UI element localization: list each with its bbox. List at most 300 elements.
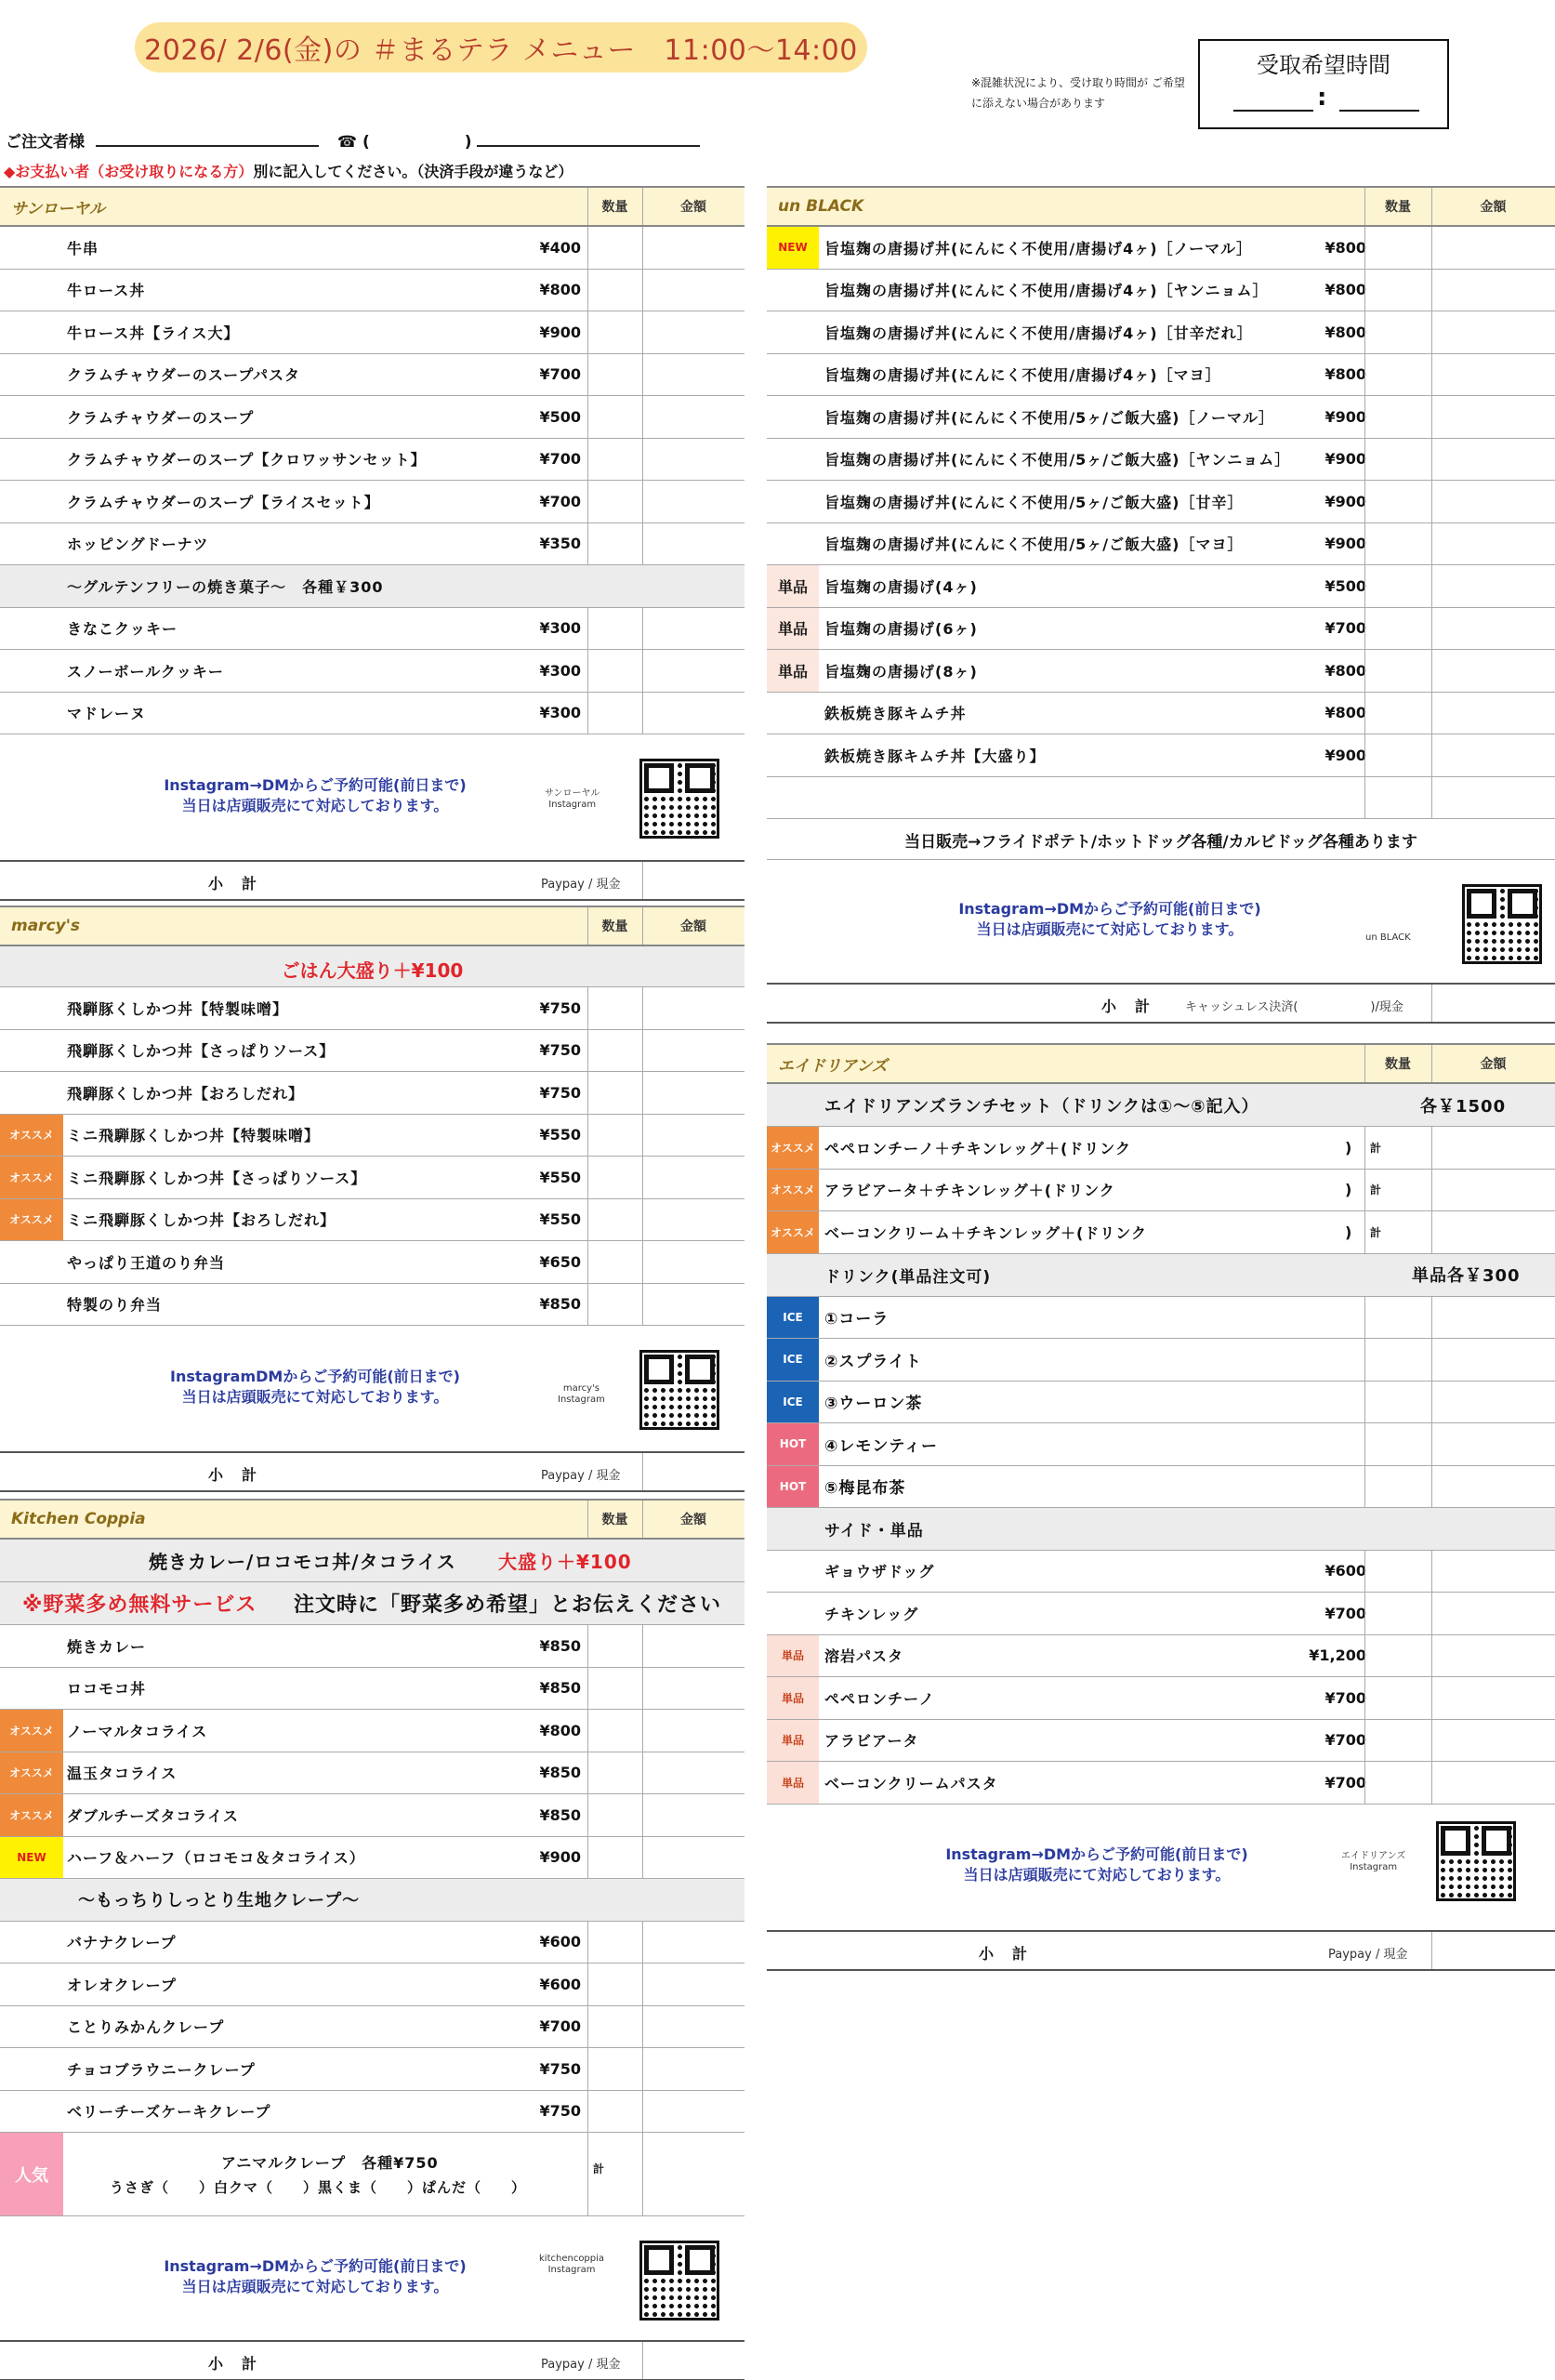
single-badge: 単品 bbox=[767, 608, 819, 650]
total-label: 計 bbox=[1370, 1225, 1382, 1239]
item-price: ¥500 bbox=[1324, 576, 1366, 595]
item-name: ①コーラ bbox=[824, 1310, 890, 1329]
amount-cell[interactable] bbox=[1431, 650, 1555, 692]
menu-row bbox=[767, 523, 1555, 566]
qty-cell[interactable] bbox=[1364, 1423, 1431, 1465]
rice-upgrade-text: ごはん大盛り＋¥100 bbox=[281, 959, 464, 982]
qty-cell[interactable] bbox=[1364, 1762, 1431, 1804]
subtotal-amount-cell[interactable] bbox=[642, 2342, 745, 2379]
item-name: ⑤梅昆布茶 bbox=[824, 1479, 906, 1499]
item-name: 旨塩麹の唐揚げ丼(にんにく不使用/唐揚げ4ヶ)［甘辛だれ］ bbox=[824, 324, 1253, 342]
item-price: ¥850 bbox=[539, 1295, 581, 1314]
item-name: 牛ロース丼 bbox=[67, 282, 146, 300]
qr-caption: kitchencoppia Instagram bbox=[539, 2254, 605, 2275]
menu-row bbox=[767, 1211, 1555, 1254]
qty-cell[interactable] bbox=[1364, 734, 1431, 776]
phone-field[interactable] bbox=[477, 145, 700, 147]
qty-cell[interactable] bbox=[587, 1922, 642, 1964]
reserve-line2: 当日は店頭販売にて対応しております。 bbox=[976, 919, 1244, 938]
menu-row bbox=[767, 1593, 1555, 1635]
amount-cell[interactable] bbox=[642, 1710, 745, 1752]
payment-method: Paypay / 現金 bbox=[541, 2358, 621, 2372]
qty-cell[interactable] bbox=[587, 1157, 642, 1198]
recommend-badge: オススメ bbox=[767, 1211, 819, 1253]
item-name: アラビアータ bbox=[824, 1732, 919, 1751]
qty-cell[interactable] bbox=[1364, 1593, 1431, 1634]
item-price: ¥500 bbox=[539, 407, 581, 426]
qr-code-icon[interactable] bbox=[1436, 1821, 1516, 1901]
item-name: ミニ飛騨豚くしかつ丼【おろしだれ】 bbox=[67, 1211, 336, 1230]
qty-cell[interactable] bbox=[587, 1030, 642, 1072]
qty-cell[interactable] bbox=[587, 1668, 642, 1710]
amount-cell[interactable] bbox=[1431, 354, 1555, 396]
subtotal-amount-cell[interactable] bbox=[642, 862, 745, 899]
menu-row bbox=[0, 2006, 745, 2049]
menu-row bbox=[767, 734, 1555, 777]
qr-code-icon[interactable] bbox=[639, 1350, 719, 1430]
qty-cell[interactable] bbox=[587, 608, 642, 650]
amount-cell[interactable] bbox=[1431, 608, 1555, 650]
qty-cell[interactable] bbox=[1364, 1466, 1431, 1508]
item-name: 牛ロース丼【ライス大】 bbox=[67, 324, 240, 342]
recommend-badge: オススメ bbox=[767, 1127, 819, 1169]
single-badge: 単品 bbox=[767, 1720, 819, 1762]
customer-line bbox=[6, 128, 700, 152]
qty-cell[interactable] bbox=[587, 693, 642, 734]
amount-cell[interactable] bbox=[1431, 1127, 1555, 1169]
reserve-text bbox=[0, 775, 630, 816]
menu-row bbox=[0, 693, 745, 735]
qty-cell[interactable] bbox=[587, 1072, 642, 1114]
qty-cell[interactable] bbox=[1364, 650, 1431, 692]
divider bbox=[587, 2133, 588, 2215]
item-price: ¥900 bbox=[539, 1848, 581, 1867]
menu-row bbox=[0, 439, 745, 482]
single-badge: 単品 bbox=[767, 1677, 819, 1719]
qr-code-icon[interactable] bbox=[1462, 884, 1542, 964]
menu-row bbox=[0, 1625, 745, 1668]
qty-cell[interactable] bbox=[587, 1837, 642, 1879]
amount-cell[interactable] bbox=[642, 1837, 745, 1879]
amount-cell[interactable] bbox=[642, 2006, 745, 2048]
amount-cell[interactable] bbox=[642, 523, 745, 565]
amount-cell[interactable] bbox=[642, 481, 745, 522]
shop-name: エイドリアンズ bbox=[778, 1056, 888, 1076]
item-name: スノーボールクッキー bbox=[67, 662, 224, 681]
amount-cell[interactable] bbox=[1431, 396, 1555, 438]
pickup-hour-field[interactable] bbox=[1233, 110, 1313, 112]
gluten-free-row bbox=[0, 565, 745, 608]
amount-cell[interactable] bbox=[1431, 565, 1555, 607]
shop-name: サンローヤル bbox=[11, 199, 105, 218]
item-name: 旨塩麹の唐揚げ丼(にんにく不使用/5ヶ/ご飯大盛)［ノーマル］ bbox=[824, 408, 1274, 427]
qty-cell[interactable] bbox=[1364, 1635, 1431, 1677]
menu-row bbox=[0, 1072, 745, 1115]
menu-row bbox=[767, 311, 1555, 354]
amount-cell[interactable] bbox=[642, 2048, 745, 2090]
new-badge: NEW bbox=[0, 1837, 63, 1879]
animal-crepe-title: アニマルクレープ 各種¥750 bbox=[221, 2154, 439, 2172]
amount-cell[interactable] bbox=[1431, 693, 1555, 734]
item-price: ¥600 bbox=[539, 1933, 581, 1951]
qty-cell[interactable] bbox=[1364, 439, 1431, 481]
amount-cell[interactable] bbox=[1431, 270, 1555, 311]
reserve-info bbox=[767, 1805, 1555, 1930]
reserve-text bbox=[767, 899, 1453, 940]
pickup-minute-field[interactable] bbox=[1339, 110, 1419, 112]
menu-row bbox=[0, 650, 745, 693]
menu-row bbox=[0, 1710, 745, 1752]
amount-cell[interactable] bbox=[642, 693, 745, 734]
pickup-note: ※混雑状況により、受け取り時間が ご希望に添えない場合があります bbox=[971, 76, 1185, 110]
item-name: ペペロンチーノ bbox=[824, 1689, 935, 1708]
total-label: 計 bbox=[593, 2162, 605, 2175]
reserve-line2: 当日は店頭販売にて対応しております。 bbox=[181, 796, 449, 814]
amount-cell[interactable] bbox=[642, 1157, 745, 1198]
amount-cell[interactable] bbox=[642, 608, 745, 650]
amount-cell[interactable] bbox=[642, 311, 745, 353]
amount-cell[interactable] bbox=[1431, 481, 1555, 522]
item-price: ¥900 bbox=[1324, 407, 1366, 426]
menu-row bbox=[767, 439, 1555, 482]
qty-cell[interactable] bbox=[1364, 1127, 1431, 1169]
item-price: ¥800 bbox=[1324, 661, 1366, 680]
qty-cell[interactable] bbox=[1364, 523, 1431, 565]
qty-cell[interactable] bbox=[587, 2006, 642, 2048]
amount-cell[interactable] bbox=[1431, 1297, 1555, 1339]
item-price: ¥850 bbox=[539, 1679, 581, 1698]
divider bbox=[1364, 777, 1365, 818]
subtotal-row bbox=[0, 2340, 745, 2380]
veggie-service-note: 注文時に「野菜多め希望」とお伝えください bbox=[294, 1593, 722, 1617]
subtotal-row bbox=[0, 1451, 745, 1492]
menu-row bbox=[0, 311, 745, 354]
left-column bbox=[0, 186, 745, 2380]
divider bbox=[642, 2133, 643, 2215]
item-price: ¥900 bbox=[1324, 492, 1366, 510]
crepe-header-row bbox=[0, 1879, 745, 1922]
menu-row bbox=[767, 270, 1555, 312]
menu-row bbox=[767, 1466, 1555, 1509]
amount-cell[interactable] bbox=[642, 396, 745, 438]
amount-cell[interactable] bbox=[1431, 311, 1555, 353]
item-name: チョコブラウニークレープ bbox=[67, 2060, 256, 2079]
hot-badge: HOT bbox=[767, 1423, 819, 1465]
lunch-set-title: エイドリアンズランチセット（ドリンクは①〜⑤記入） bbox=[824, 1096, 1259, 1117]
qr-caption: un BLACK bbox=[1365, 932, 1411, 943]
phone-label: ☎ ( ) bbox=[336, 133, 472, 152]
item-name: 鉄板焼き豚キムチ丼 bbox=[824, 705, 967, 723]
amount-cell[interactable] bbox=[1431, 523, 1555, 565]
item-name: クラムチャウダーのスープ bbox=[67, 408, 255, 427]
qty-cell[interactable] bbox=[587, 396, 642, 438]
ice-badge: ICE bbox=[767, 1382, 819, 1423]
qty-cell[interactable] bbox=[587, 1794, 642, 1836]
menu-row bbox=[0, 1668, 745, 1711]
item-price: ¥850 bbox=[539, 1764, 581, 1782]
item-name: ギョウザドッグ bbox=[824, 1563, 935, 1581]
subtotal-label: 小計 bbox=[208, 2355, 276, 2373]
item-name: 焼きカレー bbox=[67, 1637, 147, 1656]
qty-cell[interactable] bbox=[587, 2048, 642, 2090]
menu-banner: 2026/ 2/6(金)の ＃まるテラ メニュー 11:00〜14:00 bbox=[135, 22, 867, 73]
amount-cell[interactable] bbox=[642, 1794, 745, 1836]
qty-cell[interactable] bbox=[1364, 565, 1431, 607]
qty-cell[interactable] bbox=[587, 1625, 642, 1667]
empty-row bbox=[767, 777, 1555, 819]
qty-cell[interactable] bbox=[1364, 1339, 1431, 1381]
qty-cell[interactable] bbox=[587, 227, 642, 269]
reserve-line1: Instagram→DMからご予約可能(前日まで) bbox=[945, 1845, 1248, 1863]
item-name: オレオクレープ bbox=[67, 1976, 177, 1994]
item-price: ¥750 bbox=[539, 2059, 581, 2078]
menu-row bbox=[767, 1720, 1555, 1763]
item-name: 溶岩パスタ bbox=[824, 1647, 904, 1666]
menu-row bbox=[0, 1922, 745, 1964]
item-name: ミニ飛騨豚くしかつ丼【特製味噌】 bbox=[67, 1127, 321, 1145]
qty-cell[interactable] bbox=[1364, 1297, 1431, 1339]
total-label: 計 bbox=[1370, 1141, 1382, 1155]
qty-cell[interactable] bbox=[1364, 693, 1431, 734]
amount-cell[interactable] bbox=[1431, 1382, 1555, 1423]
menu-row bbox=[0, 1157, 745, 1199]
qty-cell[interactable] bbox=[587, 987, 642, 1029]
amount-cell[interactable] bbox=[1431, 1762, 1555, 1804]
subtotal-amount-cell[interactable] bbox=[642, 1453, 745, 1490]
reserve-text bbox=[0, 1367, 630, 1408]
qty-cell[interactable] bbox=[1364, 354, 1431, 396]
qty-cell[interactable] bbox=[587, 1199, 642, 1241]
recommend-badge: オススメ bbox=[0, 1794, 63, 1836]
amount-cell[interactable] bbox=[1431, 1551, 1555, 1593]
gluten-free-row-text: 〜グルテンフリーの焼き菓子〜 各種￥300 bbox=[67, 577, 384, 596]
hot-badge: HOT bbox=[767, 1466, 819, 1508]
amount-cell[interactable] bbox=[1431, 1720, 1555, 1762]
amount-cell[interactable] bbox=[642, 1115, 745, 1157]
amount-cell[interactable] bbox=[1431, 227, 1555, 269]
reserve-info bbox=[767, 860, 1555, 983]
amount-cell[interactable] bbox=[642, 1752, 745, 1794]
amount-cell[interactable] bbox=[1431, 1211, 1555, 1253]
item-price: ¥750 bbox=[539, 2102, 581, 2121]
menu-row bbox=[0, 396, 745, 439]
amount-cell[interactable] bbox=[642, 1199, 745, 1241]
shop-header bbox=[767, 1043, 1555, 1084]
qr-code-icon[interactable] bbox=[639, 759, 719, 839]
qty-cell[interactable] bbox=[587, 354, 642, 396]
amount-cell[interactable] bbox=[1431, 1339, 1555, 1381]
amount-cell[interactable] bbox=[642, 987, 745, 1029]
amount-cell[interactable] bbox=[642, 650, 745, 692]
qty-cell[interactable] bbox=[587, 650, 642, 692]
menu-row bbox=[0, 1794, 745, 1837]
amount-cell[interactable] bbox=[642, 1030, 745, 1072]
pickup-time-label: 受取希望時間 bbox=[1257, 52, 1390, 78]
drink-price-text: 単品各￥300 bbox=[1412, 1266, 1521, 1286]
recommend-badge: オススメ bbox=[767, 1170, 819, 1211]
item-price: ¥700 bbox=[1324, 619, 1366, 638]
amount-cell[interactable] bbox=[1431, 1170, 1555, 1211]
amount-cell[interactable] bbox=[1431, 439, 1555, 481]
qty-cell[interactable] bbox=[587, 1284, 642, 1326]
item-price: ¥800 bbox=[1324, 238, 1366, 257]
amount-cell[interactable] bbox=[642, 1072, 745, 1114]
qty-cell[interactable] bbox=[1364, 1170, 1431, 1211]
amount-cell[interactable] bbox=[642, 270, 745, 311]
qty-cell[interactable] bbox=[587, 2091, 642, 2133]
item-name: ③ウーロン茶 bbox=[824, 1395, 923, 1414]
qty-cell[interactable] bbox=[587, 1752, 642, 1794]
menu-row bbox=[767, 1423, 1555, 1466]
item-name: ハーフ＆ハーフ（ロコモコ＆タコライス） bbox=[67, 1849, 365, 1868]
item-price: ¥800 bbox=[1324, 281, 1366, 299]
qty-cell[interactable] bbox=[587, 523, 642, 565]
qty-cell[interactable] bbox=[587, 1115, 642, 1157]
animal-crepe-row bbox=[0, 2133, 745, 2216]
item-price: ¥900 bbox=[1324, 746, 1366, 764]
payment-method: Paypay / 現金 bbox=[1328, 1947, 1408, 1962]
qty-cell[interactable] bbox=[1364, 481, 1431, 522]
item-name: バナナクレープ bbox=[67, 1934, 177, 1952]
qty-cell[interactable] bbox=[1364, 608, 1431, 650]
qty-cell[interactable] bbox=[1364, 1551, 1431, 1593]
item-name: ミニ飛騨豚くしかつ丼【さっぱりソース】 bbox=[67, 1169, 367, 1187]
amount-cell[interactable] bbox=[642, 2091, 745, 2133]
shop-name: un BLACK bbox=[778, 197, 864, 216]
qty-cell[interactable] bbox=[587, 1241, 642, 1283]
amount-cell[interactable] bbox=[642, 1241, 745, 1283]
menu-row bbox=[767, 608, 1555, 651]
item-price: ¥300 bbox=[539, 661, 581, 680]
item-price: ¥700 bbox=[539, 492, 581, 510]
item-price: ¥800 bbox=[1324, 704, 1366, 722]
menu-row bbox=[767, 1170, 1555, 1212]
menu-row bbox=[0, 1752, 745, 1795]
amount-header: 金額 bbox=[680, 919, 706, 934]
amount-cell[interactable] bbox=[1431, 1466, 1555, 1508]
menu-row bbox=[767, 1551, 1555, 1593]
item-name: 旨塩麹の唐揚げ丼(にんにく不使用/唐揚げ4ヶ)［ヤンニョム］ bbox=[824, 282, 1269, 300]
amount-cell[interactable] bbox=[642, 1668, 745, 1710]
item-price: ¥800 bbox=[1324, 323, 1366, 341]
amount-cell[interactable] bbox=[1431, 1635, 1555, 1677]
shop-header bbox=[0, 1499, 745, 1540]
reserve-line1: Instagram→DMからご予約可能(前日まで) bbox=[164, 2256, 467, 2275]
amount-cell[interactable] bbox=[1431, 734, 1555, 776]
item-price: ¥700 bbox=[1324, 1688, 1366, 1707]
qty-cell[interactable] bbox=[1364, 1720, 1431, 1762]
item-name: 旨塩麹の唐揚げ丼(にんにく不使用/5ヶ/ご飯大盛)［マヨ］ bbox=[824, 536, 1244, 554]
amount-cell[interactable] bbox=[1431, 1423, 1555, 1465]
qty-cell[interactable] bbox=[1364, 1677, 1431, 1719]
reserve-line1: InstagramDMからご予約可能(前日まで) bbox=[170, 1367, 460, 1385]
item-name: 鉄板焼き豚キムチ丼【大盛り】 bbox=[824, 747, 1046, 765]
qty-cell[interactable] bbox=[587, 481, 642, 522]
item-price: ¥350 bbox=[539, 535, 581, 553]
item-price: ¥600 bbox=[539, 1975, 581, 1993]
menu-row bbox=[0, 1964, 745, 2006]
qty-cell[interactable] bbox=[1364, 311, 1431, 353]
amount-cell[interactable] bbox=[642, 1964, 745, 2005]
recommend-badge: オススメ bbox=[0, 1752, 63, 1794]
qty-cell[interactable] bbox=[1364, 1382, 1431, 1423]
item-name: 温玉タコライス bbox=[67, 1765, 178, 1783]
item-price: ¥700 bbox=[1324, 1731, 1366, 1750]
menu-row bbox=[0, 1241, 745, 1284]
item-name: ロコモコ丼 bbox=[67, 1680, 147, 1699]
qty-cell[interactable] bbox=[587, 439, 642, 481]
ice-badge: ICE bbox=[767, 1339, 819, 1381]
coppia-upgrade-items: 焼きカレー/ロコモコ丼/タコライス bbox=[149, 1551, 456, 1573]
item-name: ベリーチーズケーキクレープ bbox=[67, 2103, 271, 2122]
item-name: きなこクッキー bbox=[67, 620, 178, 639]
reserve-info bbox=[0, 734, 745, 860]
qty-cell[interactable] bbox=[587, 1710, 642, 1752]
item-name: チキンレッグ bbox=[824, 1605, 919, 1623]
subtotal-label: 小計 bbox=[208, 1466, 276, 1484]
amount-cell[interactable] bbox=[642, 1284, 745, 1326]
item-price: ¥750 bbox=[539, 998, 581, 1017]
single-badge: 単品 bbox=[767, 1762, 819, 1804]
item-price: ¥600 bbox=[1324, 1562, 1366, 1580]
item-price: ¥550 bbox=[539, 1126, 581, 1144]
pickup-time-box[interactable] bbox=[1198, 39, 1449, 129]
amount-cell[interactable] bbox=[1431, 1677, 1555, 1719]
right-column bbox=[767, 186, 1555, 1971]
customer-name-field[interactable] bbox=[96, 145, 319, 147]
subtotal-amount-cell[interactable] bbox=[1431, 1932, 1555, 1969]
amount-cell[interactable] bbox=[642, 1625, 745, 1667]
menu-row bbox=[767, 396, 1555, 439]
item-price: ¥900 bbox=[539, 323, 581, 341]
subtotal-row bbox=[0, 860, 745, 901]
qr-code-icon[interactable] bbox=[639, 2241, 719, 2320]
amount-cell[interactable] bbox=[1431, 1593, 1555, 1634]
menu-row bbox=[0, 2091, 745, 2134]
menu-row bbox=[767, 650, 1555, 693]
qty-cell[interactable] bbox=[1364, 227, 1431, 269]
item-name: クラムチャウダーのスープ【クロワッサンセット】 bbox=[67, 451, 427, 469]
subtotal-amount-cell[interactable] bbox=[1431, 985, 1555, 1022]
amount-cell[interactable] bbox=[642, 1922, 745, 1964]
qty-cell[interactable] bbox=[1364, 270, 1431, 311]
item-name: ④レモンティー bbox=[824, 1436, 939, 1456]
item-price: ¥400 bbox=[539, 238, 581, 257]
qty-cell[interactable] bbox=[1364, 1211, 1431, 1253]
amount-cell[interactable] bbox=[642, 354, 745, 396]
qty-header: 数量 bbox=[601, 919, 628, 934]
qty-cell[interactable] bbox=[1364, 396, 1431, 438]
item-price: ¥900 bbox=[1324, 450, 1366, 469]
item-name: ②スプライト bbox=[824, 1352, 922, 1371]
qty-header: 数量 bbox=[1385, 1057, 1411, 1072]
amount-cell[interactable] bbox=[642, 227, 745, 269]
veggie-service-row bbox=[0, 1582, 745, 1625]
menu-row bbox=[767, 1677, 1555, 1720]
drink-close: ) bbox=[1345, 1223, 1352, 1241]
qty-cell[interactable] bbox=[587, 1964, 642, 2005]
menu-row bbox=[767, 1127, 1555, 1170]
qty-cell[interactable] bbox=[587, 311, 642, 353]
qty-cell[interactable] bbox=[587, 270, 642, 311]
item-name: やっぱり王道のり弁当 bbox=[67, 1253, 226, 1272]
amount-cell[interactable] bbox=[642, 439, 745, 481]
divider bbox=[1431, 777, 1432, 818]
menu-row bbox=[767, 227, 1555, 270]
animal-crepe-choices[interactable]: うさぎ（ ）白クマ（ ）黒くま（ ）ぱんだ（ ） bbox=[110, 2179, 527, 2196]
recommend-badge: オススメ bbox=[0, 1157, 63, 1198]
recommend-badge: オススメ bbox=[0, 1115, 63, 1157]
